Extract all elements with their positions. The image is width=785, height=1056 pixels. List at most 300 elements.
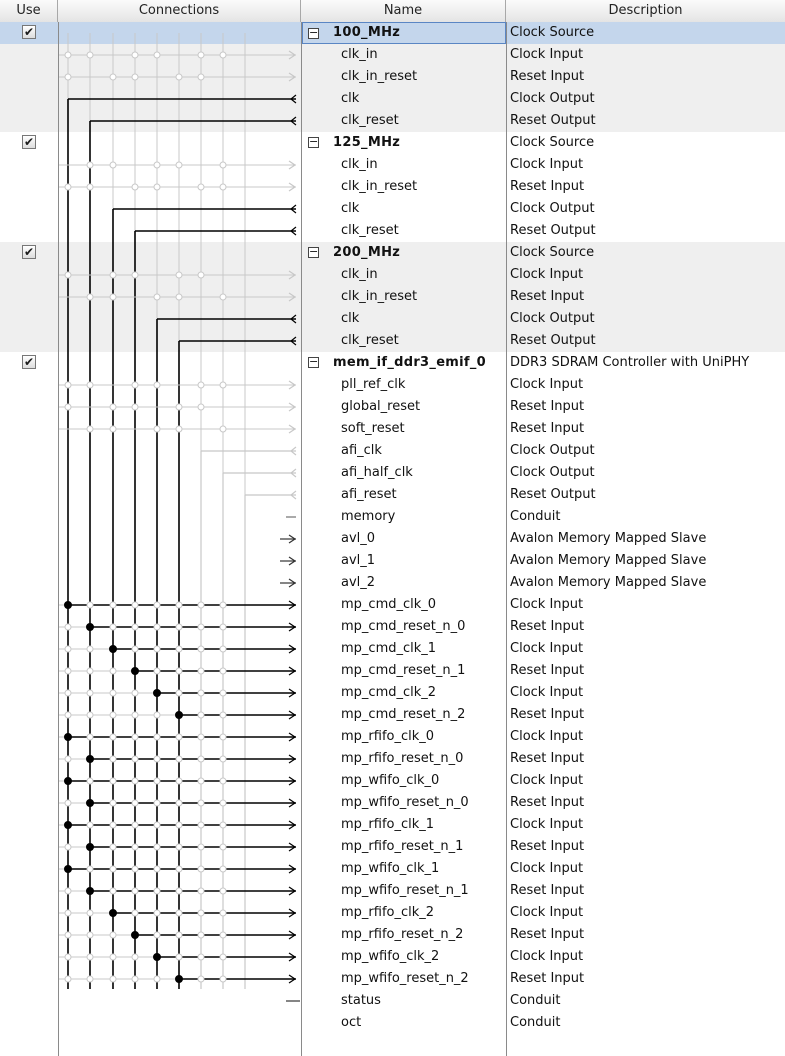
description-text: Clock Input bbox=[510, 773, 584, 788]
connection-dot-open[interactable] bbox=[110, 712, 116, 718]
connection-dot-open[interactable] bbox=[220, 690, 226, 696]
connection-dot-open[interactable] bbox=[132, 404, 138, 410]
connection-dot-connected[interactable] bbox=[176, 976, 183, 983]
connection-dot-connected[interactable] bbox=[110, 646, 117, 653]
name-cell bbox=[303, 902, 505, 924]
connection-dot-open[interactable] bbox=[87, 954, 93, 960]
use-cell bbox=[0, 264, 58, 286]
connection-dot-open[interactable] bbox=[176, 690, 182, 696]
description-cell bbox=[508, 484, 785, 506]
connection-dot-open[interactable] bbox=[176, 756, 182, 762]
connection-dot-open[interactable] bbox=[87, 646, 93, 652]
connection-dot-open[interactable] bbox=[110, 800, 116, 806]
use-cell bbox=[0, 132, 58, 154]
connection-dot-open[interactable] bbox=[176, 954, 182, 960]
connection-dot-open[interactable] bbox=[176, 272, 182, 278]
connection-dot-open[interactable] bbox=[132, 976, 138, 982]
connection-dot-open[interactable] bbox=[220, 800, 226, 806]
name-cell bbox=[303, 682, 505, 704]
use-cell bbox=[0, 374, 58, 396]
connection-dot-open[interactable] bbox=[220, 910, 226, 916]
connection-dot-open[interactable] bbox=[220, 866, 226, 872]
connection-dot-open[interactable] bbox=[154, 822, 160, 828]
connection-dot-open[interactable] bbox=[176, 888, 182, 894]
description-text: Conduit bbox=[510, 993, 561, 1008]
connection-dot-open[interactable] bbox=[132, 910, 138, 916]
connection-dot-open[interactable] bbox=[65, 404, 71, 410]
connection-dot-open[interactable] bbox=[198, 602, 204, 608]
connection-dot-open[interactable] bbox=[65, 272, 71, 278]
connection-dot-open[interactable] bbox=[176, 74, 182, 80]
connection-dot-open[interactable] bbox=[87, 52, 93, 58]
connection-dot-open[interactable] bbox=[154, 624, 160, 630]
connections-graph[interactable] bbox=[58, 22, 301, 1056]
connection-dot-open[interactable] bbox=[176, 668, 182, 674]
connection-dot-open[interactable] bbox=[65, 382, 71, 388]
description-cell bbox=[508, 880, 785, 902]
connection-dot-open[interactable] bbox=[154, 646, 160, 652]
port-name: pll_ref_clk bbox=[341, 377, 406, 392]
connection-dot-connected[interactable] bbox=[65, 822, 72, 829]
name-cell bbox=[303, 946, 505, 968]
use-cell bbox=[0, 858, 58, 880]
connection-dot-connected[interactable] bbox=[87, 800, 94, 807]
connection-dot-connected[interactable] bbox=[65, 602, 72, 609]
use-cell bbox=[0, 176, 58, 198]
connection-dot-open[interactable] bbox=[110, 734, 116, 740]
connection-dot-open[interactable] bbox=[220, 888, 226, 894]
use-cell bbox=[0, 682, 58, 704]
connection-dot-open[interactable] bbox=[65, 624, 71, 630]
port-name: clk bbox=[341, 201, 360, 216]
connection-dot-open[interactable] bbox=[87, 778, 93, 784]
description-cell bbox=[508, 946, 785, 968]
name-cell bbox=[303, 396, 505, 418]
name-cell bbox=[303, 44, 505, 66]
description-cell bbox=[508, 462, 785, 484]
connection-dot-open[interactable] bbox=[220, 668, 226, 674]
connection-dot-open[interactable] bbox=[110, 888, 116, 894]
name-cell bbox=[303, 154, 505, 176]
description-cell bbox=[508, 308, 785, 330]
description-cell bbox=[508, 704, 785, 726]
port-name: mp_rfifo_reset_n_1 bbox=[341, 839, 464, 854]
connection-dot-open[interactable] bbox=[132, 382, 138, 388]
connection-dot-open[interactable] bbox=[220, 426, 226, 432]
description-cell bbox=[508, 220, 785, 242]
connection-dot-open[interactable] bbox=[154, 932, 160, 938]
connection-dot-connected[interactable] bbox=[87, 756, 94, 763]
connection-dot-open[interactable] bbox=[220, 778, 226, 784]
connection-dot-open[interactable] bbox=[154, 976, 160, 982]
connection-dot-open[interactable] bbox=[198, 712, 204, 718]
description-text: Reset Input bbox=[510, 69, 585, 84]
connection-dot-connected[interactable] bbox=[176, 712, 183, 719]
connection-dot-open[interactable] bbox=[198, 52, 204, 58]
connection-dot-open[interactable] bbox=[110, 932, 116, 938]
port-name: mp_rfifo_clk_0 bbox=[341, 729, 435, 744]
connection-dot-open[interactable] bbox=[110, 624, 116, 630]
description-cell bbox=[508, 154, 785, 176]
connection-dot-connected[interactable] bbox=[65, 778, 72, 785]
connection-dot-open[interactable] bbox=[176, 624, 182, 630]
connection-dot-open[interactable] bbox=[132, 74, 138, 80]
name-cell bbox=[303, 220, 505, 242]
description-cell bbox=[508, 352, 785, 374]
connection-dot-open[interactable] bbox=[154, 844, 160, 850]
connection-dot-open[interactable] bbox=[132, 844, 138, 850]
connection-dot-open[interactable] bbox=[154, 382, 160, 388]
connection-dot-open[interactable] bbox=[132, 954, 138, 960]
connection-dot-open[interactable] bbox=[87, 712, 93, 718]
description-text: Clock Input bbox=[510, 157, 584, 172]
description-cell bbox=[508, 506, 785, 528]
connection-dot-connected[interactable] bbox=[132, 668, 139, 675]
connection-dot-open[interactable] bbox=[176, 602, 182, 608]
use-cell bbox=[0, 902, 58, 924]
connection-dot-open[interactable] bbox=[132, 800, 138, 806]
connection-dot-open[interactable] bbox=[87, 910, 93, 916]
port-name: mp_wfifo_reset_n_2 bbox=[341, 971, 469, 986]
column-header-use[interactable]: Use bbox=[0, 0, 58, 22]
connection-dot-open[interactable] bbox=[198, 404, 204, 410]
description-text: Reset Input bbox=[510, 883, 585, 898]
connection-dot-open[interactable] bbox=[220, 162, 226, 168]
description-text: Reset Input bbox=[510, 179, 585, 194]
connection-dot-open[interactable] bbox=[198, 382, 204, 388]
connection-dot-open[interactable] bbox=[154, 888, 160, 894]
description-cell bbox=[508, 44, 785, 66]
connection-dot-connected[interactable] bbox=[154, 954, 161, 961]
description-text: Reset Input bbox=[510, 289, 585, 304]
column-header-description[interactable]: Description bbox=[608, 3, 683, 18]
connection-dot-open[interactable] bbox=[110, 690, 116, 696]
description-text: Clock Source bbox=[510, 25, 595, 40]
connection-dot-open[interactable] bbox=[87, 976, 93, 982]
connection-dot-open[interactable] bbox=[198, 822, 204, 828]
connection-dot-open[interactable] bbox=[220, 624, 226, 630]
connection-dot-open[interactable] bbox=[154, 756, 160, 762]
connection-dot-open[interactable] bbox=[110, 404, 116, 410]
connection-dot-open[interactable] bbox=[110, 844, 116, 850]
connection-dot-open[interactable] bbox=[154, 668, 160, 674]
connection-dot-open[interactable] bbox=[220, 712, 226, 718]
use-cell bbox=[0, 330, 58, 352]
connection-dot-open[interactable] bbox=[220, 184, 226, 190]
use-cell bbox=[0, 22, 58, 44]
connection-dot-open[interactable] bbox=[65, 954, 71, 960]
name-cell bbox=[303, 88, 505, 110]
collapse-icon[interactable]: − bbox=[309, 135, 319, 148]
connection-dot-open[interactable] bbox=[65, 74, 71, 80]
connection-dot-open[interactable] bbox=[176, 646, 182, 652]
connection-dot-open[interactable] bbox=[65, 800, 71, 806]
connection-dot-open[interactable] bbox=[87, 184, 93, 190]
connection-dot-open[interactable] bbox=[198, 624, 204, 630]
description-cell bbox=[508, 88, 785, 110]
connection-dot-open[interactable] bbox=[154, 866, 160, 872]
connection-dot-open[interactable] bbox=[65, 690, 71, 696]
use-cell bbox=[0, 836, 58, 858]
connection-dot-open[interactable] bbox=[65, 932, 71, 938]
description-cell bbox=[508, 924, 785, 946]
connection-dot-open[interactable] bbox=[154, 602, 160, 608]
connection-dot-open[interactable] bbox=[110, 162, 116, 168]
connection-dot-open[interactable] bbox=[87, 382, 93, 388]
description-text: Reset Input bbox=[510, 795, 585, 810]
name-cell bbox=[303, 660, 505, 682]
port-name: mp_cmd_clk_0 bbox=[341, 597, 437, 612]
description-cell bbox=[508, 264, 785, 286]
use-cell bbox=[0, 770, 58, 792]
use-cell bbox=[0, 154, 58, 176]
connection-dot-connected[interactable] bbox=[132, 932, 139, 939]
description-cell bbox=[508, 572, 785, 594]
description-cell bbox=[508, 198, 785, 220]
connection-dot-connected[interactable] bbox=[65, 734, 72, 741]
use-cell bbox=[0, 748, 58, 770]
connection-dot-open[interactable] bbox=[87, 734, 93, 740]
connection-dot-open[interactable] bbox=[110, 866, 116, 872]
connection-dot-open[interactable] bbox=[132, 646, 138, 652]
connection-dot-open[interactable] bbox=[132, 690, 138, 696]
connection-dot-open[interactable] bbox=[110, 74, 116, 80]
connection-dot-connected[interactable] bbox=[65, 866, 72, 873]
connection-dot-open[interactable] bbox=[65, 52, 71, 58]
connection-dot-connected[interactable] bbox=[87, 888, 94, 895]
connection-dot-open[interactable] bbox=[220, 382, 226, 388]
connection-dot-open[interactable] bbox=[110, 954, 116, 960]
use-cell bbox=[0, 198, 58, 220]
connection-dot-open[interactable] bbox=[176, 404, 182, 410]
description-text: Clock Input bbox=[510, 267, 584, 282]
description-text: Reset Input bbox=[510, 927, 585, 942]
connection-dot-open[interactable] bbox=[65, 844, 71, 850]
name-cell bbox=[303, 990, 505, 1012]
connection-dot-open[interactable] bbox=[220, 822, 226, 828]
connection-dot-open[interactable] bbox=[176, 844, 182, 850]
column-header-connections[interactable]: Connections bbox=[58, 0, 301, 22]
connection-dot-open[interactable] bbox=[87, 294, 93, 300]
description-cell bbox=[508, 418, 785, 440]
connection-dot-open[interactable] bbox=[154, 734, 160, 740]
connection-dot-open[interactable] bbox=[87, 162, 93, 168]
connection-dot-open[interactable] bbox=[220, 932, 226, 938]
connection-dot-open[interactable] bbox=[110, 272, 116, 278]
name-cell bbox=[303, 616, 505, 638]
connection-dot-open[interactable] bbox=[65, 976, 71, 982]
use-cell bbox=[0, 968, 58, 990]
connection-dot-open[interactable] bbox=[154, 910, 160, 916]
connection-dot-open[interactable] bbox=[198, 734, 204, 740]
connection-dot-open[interactable] bbox=[87, 668, 93, 674]
connection-dot-open[interactable] bbox=[154, 52, 160, 58]
use-cell bbox=[0, 924, 58, 946]
port-name: mp_wfifo_clk_1 bbox=[341, 861, 440, 876]
use-checkbox[interactable]: ✔ bbox=[23, 245, 35, 259]
connection-dot-open[interactable] bbox=[176, 910, 182, 916]
connection-dot-open[interactable] bbox=[65, 668, 71, 674]
description-text: Reset Input bbox=[510, 751, 585, 766]
connection-dot-open[interactable] bbox=[198, 888, 204, 894]
connection-dot-open[interactable] bbox=[220, 976, 226, 982]
module-name: 125_MHz bbox=[333, 135, 401, 150]
port-name: clk_in_reset bbox=[341, 179, 418, 194]
connection-dot-open[interactable] bbox=[132, 866, 138, 872]
connection-dot-open[interactable] bbox=[220, 756, 226, 762]
column-header-name[interactable]: Name bbox=[301, 0, 506, 22]
description-text: Reset Input bbox=[510, 421, 585, 436]
connection-dot-open[interactable] bbox=[132, 272, 138, 278]
connection-dot-open[interactable] bbox=[198, 778, 204, 784]
connection-dot-open[interactable] bbox=[110, 668, 116, 674]
description-text: Clock Input bbox=[510, 597, 584, 612]
description-cell bbox=[508, 550, 785, 572]
description-cell bbox=[508, 748, 785, 770]
name-cell bbox=[303, 506, 505, 528]
collapse-icon[interactable]: − bbox=[309, 245, 319, 258]
connection-dot-open[interactable] bbox=[198, 932, 204, 938]
connection-dot-open[interactable] bbox=[110, 976, 116, 982]
connection-dot-open[interactable] bbox=[176, 162, 182, 168]
connection-dot-open[interactable] bbox=[176, 932, 182, 938]
connection-dot-open[interactable] bbox=[198, 910, 204, 916]
connection-dot-open[interactable] bbox=[198, 866, 204, 872]
connection-dot-open[interactable] bbox=[132, 602, 138, 608]
port-name: global_reset bbox=[341, 399, 421, 414]
connection-dot-open[interactable] bbox=[65, 910, 71, 916]
connection-dot-open[interactable] bbox=[110, 822, 116, 828]
connection-dot-open[interactable] bbox=[132, 184, 138, 190]
connection-dot-open[interactable] bbox=[87, 932, 93, 938]
use-cell bbox=[0, 110, 58, 132]
connection-dot-open[interactable] bbox=[220, 52, 226, 58]
connection-dot-open[interactable] bbox=[154, 294, 160, 300]
connection-dot-open[interactable] bbox=[176, 426, 182, 432]
use-cell bbox=[0, 616, 58, 638]
port-name: mp_cmd_reset_n_0 bbox=[341, 619, 466, 634]
connection-dot-open[interactable] bbox=[220, 646, 226, 652]
connection-dot-connected[interactable] bbox=[154, 690, 161, 697]
connection-dot-open[interactable] bbox=[198, 646, 204, 652]
connection-dot-open[interactable] bbox=[132, 734, 138, 740]
connection-dot-open[interactable] bbox=[220, 602, 226, 608]
collapse-icon[interactable]: − bbox=[309, 26, 319, 39]
port-name: clk_in bbox=[341, 157, 378, 172]
use-checkbox[interactable]: ✔ bbox=[23, 135, 35, 149]
connection-dot-open[interactable] bbox=[198, 844, 204, 850]
connection-dot-open[interactable] bbox=[220, 734, 226, 740]
connection-dot-open[interactable] bbox=[110, 426, 116, 432]
use-cell bbox=[0, 484, 58, 506]
use-cell bbox=[0, 638, 58, 660]
connection-dot-open[interactable] bbox=[176, 734, 182, 740]
description-text: Clock Input bbox=[510, 641, 584, 656]
connection-dot-open[interactable] bbox=[110, 756, 116, 762]
name-cell bbox=[303, 968, 505, 990]
connection-dot-open[interactable] bbox=[87, 822, 93, 828]
connection-dot-open[interactable] bbox=[132, 712, 138, 718]
collapse-icon[interactable]: − bbox=[309, 355, 319, 368]
connection-dot-open[interactable] bbox=[87, 690, 93, 696]
connection-dot-open[interactable] bbox=[176, 294, 182, 300]
connection-dot-open[interactable] bbox=[198, 272, 204, 278]
description-cell bbox=[508, 858, 785, 880]
connection-dot-open[interactable] bbox=[176, 778, 182, 784]
connection-dot-connected[interactable] bbox=[110, 910, 117, 917]
description-text: Avalon Memory Mapped Slave bbox=[510, 531, 707, 546]
connection-dot-open[interactable] bbox=[154, 778, 160, 784]
connection-dot-open[interactable] bbox=[132, 756, 138, 762]
module-name: mem_if_ddr3_emif_0 bbox=[333, 355, 487, 370]
connection-dot-open[interactable] bbox=[65, 184, 71, 190]
connection-dot-open[interactable] bbox=[154, 426, 160, 432]
connection-dot-open[interactable] bbox=[132, 778, 138, 784]
connection-dot-open[interactable] bbox=[198, 756, 204, 762]
use-cell bbox=[0, 792, 58, 814]
connection-dot-connected[interactable] bbox=[87, 624, 94, 631]
connection-dot-connected[interactable] bbox=[87, 844, 94, 851]
connection-dot-open[interactable] bbox=[110, 778, 116, 784]
connection-dot-open[interactable] bbox=[132, 888, 138, 894]
connection-dot-open[interactable] bbox=[110, 294, 116, 300]
connection-dot-open[interactable] bbox=[110, 602, 116, 608]
connection-dot-open[interactable] bbox=[154, 162, 160, 168]
connection-dot-open[interactable] bbox=[132, 624, 138, 630]
description-cell bbox=[508, 374, 785, 396]
name-cell bbox=[303, 330, 505, 352]
name-cell bbox=[303, 858, 505, 880]
connection-dot-open[interactable] bbox=[220, 844, 226, 850]
description-text: Clock Input bbox=[510, 861, 584, 876]
connection-dot-open[interactable] bbox=[176, 822, 182, 828]
connection-dot-open[interactable] bbox=[176, 866, 182, 872]
connection-dot-open[interactable] bbox=[198, 668, 204, 674]
use-checkbox[interactable]: ✔ bbox=[23, 25, 35, 39]
connection-dot-open[interactable] bbox=[198, 74, 204, 80]
description-cell bbox=[508, 286, 785, 308]
connection-dot-open[interactable] bbox=[198, 800, 204, 806]
connection-dot-open[interactable] bbox=[220, 294, 226, 300]
connection-dot-open[interactable] bbox=[176, 800, 182, 806]
name-cell bbox=[303, 924, 505, 946]
connection-dot-open[interactable] bbox=[198, 976, 204, 982]
use-checkbox[interactable]: ✔ bbox=[23, 355, 35, 369]
connection-dot-open[interactable] bbox=[154, 712, 160, 718]
connection-dot-open[interactable] bbox=[220, 954, 226, 960]
connection-dot-open[interactable] bbox=[198, 954, 204, 960]
connection-dot-open[interactable] bbox=[198, 184, 204, 190]
description-text: Clock Source bbox=[510, 245, 595, 260]
description-cell bbox=[508, 836, 785, 858]
connection-dot-open[interactable] bbox=[198, 690, 204, 696]
connection-dot-open[interactable] bbox=[87, 426, 93, 432]
connection-dot-open[interactable] bbox=[87, 866, 93, 872]
connection-dot-open[interactable] bbox=[65, 646, 71, 652]
port-name: mp_wfifo_reset_n_0 bbox=[341, 795, 469, 810]
connection-dot-open[interactable] bbox=[87, 602, 93, 608]
connection-dot-open[interactable] bbox=[132, 52, 138, 58]
connection-dot-open[interactable] bbox=[65, 756, 71, 762]
use-cell bbox=[0, 880, 58, 902]
connection-dot-open[interactable] bbox=[65, 712, 71, 718]
port-name: clk_reset bbox=[341, 223, 399, 238]
port-name: afi_half_clk bbox=[341, 465, 413, 480]
connection-dot-open[interactable] bbox=[154, 184, 160, 190]
connection-dot-open[interactable] bbox=[154, 800, 160, 806]
connection-dot-open[interactable] bbox=[132, 822, 138, 828]
connection-dot-open[interactable] bbox=[65, 888, 71, 894]
